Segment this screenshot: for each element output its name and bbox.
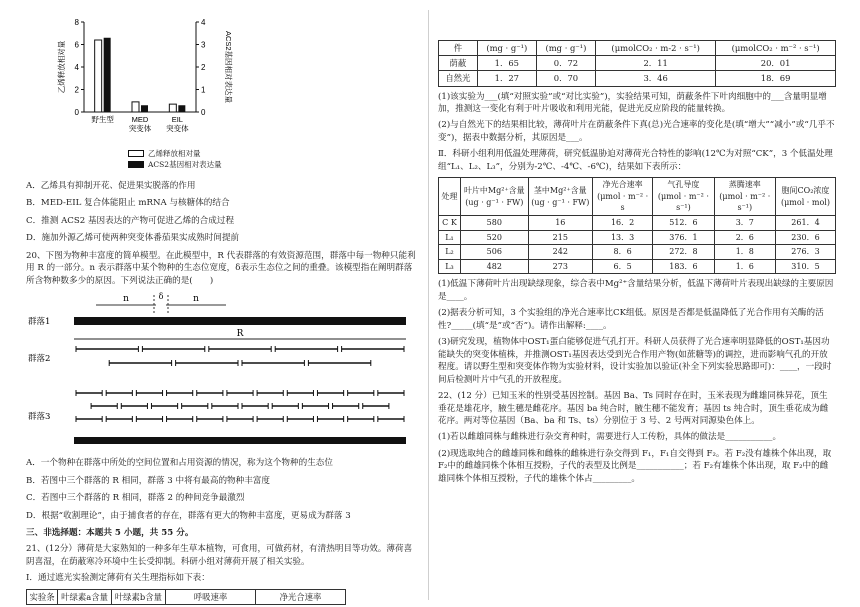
- legend-swatch-black: [128, 161, 144, 168]
- table2-header-cell: 气孔导度 (μmol · m⁻² · s⁻¹): [653, 178, 714, 216]
- table2-header-row: [439, 178, 836, 216]
- legend-label-acs2: ACS2基因相对表达量: [148, 160, 222, 170]
- table2-cell: C K: [439, 216, 461, 231]
- table2-cell: 8．6: [592, 245, 652, 260]
- table2-header-cell: 茎中Mg²⁺含量 (ug · g⁻¹ · FW): [528, 178, 592, 216]
- q19-option-c: C．推测 ACS2 基因表达的产物可促进乙烯的合成过程: [26, 215, 235, 226]
- y-tick-label-left: 0: [74, 108, 79, 117]
- community-1-label: 群落1: [28, 317, 51, 328]
- table2-cell: L₂: [439, 245, 461, 260]
- q21-II-sub2: (2)据表分析可知，3 个实验组的净光合速率比CK组低。原因是否都是低温降低了光合作用有关酶的活性?_____(填“是”或“否”)。请作出解释:____。: [438, 308, 824, 331]
- table1-header-cell: 叶绿素b含量: [111, 589, 165, 604]
- table1-cell: (mg · g⁻¹): [477, 41, 536, 56]
- table1-cell: 18．69: [716, 71, 836, 86]
- q19-option-b: B．MED-EIL 复合体能阻止 mRNA 与核糖体的结合: [26, 198, 230, 209]
- q20-option-b: B．若图中三个群落的 R 相同，群落 3 中将有最高的物种丰富度: [26, 475, 271, 486]
- q21-sub1: (1)该实验为___(填“对照实验”或“对比实验”)，实验结果可知，荫蔽条件下叶肉细胞中的___含量明显增加，推测这一变化有利于叶片吸收和利用光能，促进光反应阶段的能量转换。: [438, 91, 827, 115]
- y-tick-label-right: 1: [201, 85, 206, 95]
- delta-label: δ: [158, 292, 164, 302]
- table1-row: [439, 71, 836, 86]
- n-label: n: [123, 294, 129, 305]
- table1-header-row: [27, 589, 346, 604]
- table2-header-cell: 蒸腾速率 (μmol · m⁻² · s⁻¹): [714, 178, 775, 216]
- y-tick-label-right: 4: [201, 18, 206, 27]
- table2-cell: 16: [528, 216, 592, 231]
- table2-row: [439, 259, 836, 274]
- table2-low-temperature: [438, 177, 836, 274]
- table2-cell: 215: [528, 230, 592, 245]
- community-3-bar: [74, 437, 406, 444]
- table2-cell: L₃: [439, 259, 461, 274]
- table1-cell: 0．70: [536, 71, 595, 86]
- table2-cell: L₁: [439, 230, 461, 245]
- table1-continued: [438, 40, 836, 87]
- table2-row: [439, 230, 836, 245]
- table1-cell: 1．65: [477, 56, 536, 71]
- y-tick-label-left: 4: [74, 63, 79, 72]
- table2-cell: 1．8: [714, 245, 775, 260]
- table2-cell: 261．4: [775, 216, 835, 231]
- community-3-label: 群落3: [28, 412, 51, 423]
- left-column: [26, 0, 418, 605]
- table1-cell: 1．27: [477, 71, 536, 86]
- community-model-svg: [26, 291, 416, 451]
- q19-option-d: D．施加外源乙烯可使两种突变体番茄果实成熟时间提前: [26, 233, 240, 244]
- x-category-label: 突变体: [166, 124, 189, 133]
- table1-header-cell: 实验条: [27, 589, 58, 604]
- q20-option-a: A．一个物种在群落中所处的空间位置和占用资源的情况，称为这个物种的生态位: [26, 458, 333, 469]
- table2-header-cell: 处理: [439, 178, 461, 216]
- table2-cell: 580: [461, 216, 529, 231]
- x-category-label: 突变体: [128, 124, 152, 133]
- bar-acs2: [178, 105, 185, 112]
- table1-cell: 自然光: [439, 71, 478, 86]
- bar-ethylene: [132, 102, 139, 112]
- q19-option-a: A．乙烯具有抑制开花、促进果实脱落的作用: [26, 181, 196, 191]
- table1-cell: 2．11: [596, 56, 716, 71]
- table2-cell: 183．6: [653, 259, 714, 274]
- table1-header-cell: 净光合速率: [256, 589, 346, 604]
- table2-cell: 16．2: [592, 216, 652, 231]
- y-tick-label-right: 2: [201, 63, 206, 72]
- q22-sub1: (1)若以雌雄同株与雌株进行杂交育种时，需要进行人工传粉，具体的做法是___________。: [438, 432, 782, 443]
- table1-cell: (mg · g⁻¹): [536, 41, 595, 56]
- table1-cont-header-row: [439, 41, 836, 56]
- q21-II-sub3: (3)研究发现，植物体中OST₁蛋白能够促进气孔打开。科研人员获得了光合速率明显降低的OST₁基因功能缺失的突变体植株，并推测OST₁基因表达受到光合作用产物(如蔗糖等)的调控，进而影响气孔的开放程度。请以野生型和突变体作物为实验材料，设计实验加以验证(补全下列实验思路即可)：____，一段时间后检测叶片中气孔的开放程度。: [438, 337, 832, 385]
- n-label-2: n: [193, 294, 199, 305]
- bar-chart-svg: [36, 4, 286, 144]
- table1-cell: 20．01: [716, 56, 836, 71]
- table2-cell: 2．6: [714, 230, 775, 245]
- q20-option-c: C．若图中三个群落的 R 相同，群落 2 的种间竞争最激烈: [26, 493, 245, 504]
- x-category-label: EIL: [171, 115, 183, 124]
- q20-stem: 20、下图为物种丰富度的简单模型。在此模型中，R 代表群落的有效资源范围，群落中每一物种只能利用 R 的一部分。n 表示群落中某个物种的生态位宽度，δ表示生态位之间的重叠。该模型指在阐明群落所含物种数多少的原因。下列说法正确的是( ): [26, 250, 416, 286]
- table1-header-cell: 叶绿素a含量: [58, 589, 112, 604]
- table1-header-part: [26, 589, 346, 605]
- q21-stem: 21、(12分）薄荷是大家熟知的一种多年生草本植物，可食用，可做药材，有清热明目等功效。薄荷喜阴喜湿，在荫蔽寒冷环境中生长受抑制。科研小组对薄荷开展了相关实验。: [26, 544, 413, 567]
- q21-part1-intro: Ⅰ．通过遮光实验测定薄荷有关生理指标如下表：: [26, 573, 210, 584]
- table2-header-cell: 胞间CO₂浓度 (μmol · mol): [775, 178, 835, 216]
- bar-acs2: [141, 105, 148, 112]
- y-tick-label-right: 3: [201, 40, 206, 50]
- table1-cell: 荫蔽: [439, 56, 478, 71]
- table2-cell: 273: [528, 259, 592, 274]
- bar-acs2: [104, 38, 111, 112]
- table1-cell: (μmolCO₂ · m⁻² · s⁻¹): [716, 41, 836, 56]
- table2-cell: 376．1: [653, 230, 714, 245]
- legend-item-ethylene: [128, 148, 286, 159]
- table2-cell: 1．6: [714, 259, 775, 274]
- R-label: R: [236, 329, 244, 340]
- y-tick-label-right: 0: [201, 108, 206, 117]
- table1-header-cell: 呼吸速率: [166, 589, 256, 604]
- y-axis-label-left: 乙烯释放相对量: [57, 40, 66, 94]
- table1-cell: 3．46: [596, 71, 716, 86]
- y-tick-label-left: 6: [74, 40, 79, 50]
- table2-cell: 230．6: [775, 230, 835, 245]
- legend-swatch-white: [128, 150, 144, 157]
- q20-option-d: D．根据“收割理论”，由于捕食者的存在，群落有更大的物种丰富度，更易成为群落 3: [26, 510, 351, 521]
- q21-part2-intro: Ⅱ．科研小组利用低温处理薄荷，研究低温胁迫对薄荷光合特性的影响(12℃为对照“CK”，3 个低温处理组“L₁、L₂、L₃”，分别为-2℃、-4℃、-6℃)，结果如下表所示：: [438, 149, 833, 172]
- table2-cell: 6．5: [592, 259, 652, 274]
- table2-row: [439, 245, 836, 260]
- right-column: [438, 40, 836, 489]
- table2-header-cell: 净光合速率 (μmol · m⁻² · s: [592, 178, 652, 216]
- table2-cell: 520: [461, 230, 529, 245]
- q22-sub2: (2)现选取纯合的雌雄同株和雌株的雌株进行杂交得到 F₁，F₁自交得到 F₂。若 F₂没有雄株个体出现，取 F₂中的雌雄同株个体相互授粉，子代的表型及比例是___________；若 F₂有雄株个体出现，取 F₂中的雌雄同株个体相互授粉，子代的雄株个体占_________。: [438, 448, 832, 484]
- table2-cell: 272．8: [653, 245, 714, 260]
- q21-II-sub1: (1)低温下薄荷叶片出现缺绿现象，综合表中Mg²⁺含量结果分析，低温下薄荷叶片表现出缺绿的主要原因是____。: [438, 279, 834, 302]
- column-divider: [428, 10, 429, 600]
- table1-cell: 0．72: [536, 56, 595, 71]
- y-tick-label-left: 2: [74, 85, 79, 95]
- ethylene-bar-chart: [36, 4, 286, 174]
- table2-header-cell: 叶片中Mg²⁺含量 (ug · g⁻¹ · FW): [461, 178, 529, 216]
- bar-ethylene: [169, 104, 176, 112]
- table2-cell: 276．3: [775, 245, 835, 260]
- community-1-bar: [74, 317, 406, 325]
- table2-cell: 13．3: [592, 230, 652, 245]
- table1-cell: (μmolCO₂ · m-2 · s⁻¹): [596, 41, 716, 56]
- table1-row: [439, 56, 836, 71]
- table2-cell: 482: [461, 259, 529, 274]
- table2-cell: 3．7: [714, 216, 775, 231]
- q22-stem: 22、(12 分）已知玉米的性别受基因控制。基因 Ba、Ts 同时存在时，玉米表现为雌雄同株异花，顶生垂花是雄花序，腋生穗是雌花序。基因 ba 纯合时，腋生穗不能发育；基因 ts 纯合时，顶生垂花成为雌花序。两对等位基因（Ba、ba 和 Ts、ts）分别位于 3 号、2 号两对同源染色体上。: [438, 391, 829, 426]
- x-category-label: MED: [131, 115, 149, 124]
- species-richness-model-figure: [26, 291, 416, 451]
- table2-cell: 242: [528, 245, 592, 260]
- table2-row: [439, 216, 836, 231]
- table1-cell: 件: [439, 41, 478, 56]
- q21-sub2: (2)与自然光下的结果相比较，薄荷叶片在荫蔽条件下真(总)光合速率的变化是(填“增大”“减小”或“几乎不变”)，据表中数据分析，其原因是___。: [438, 120, 835, 143]
- y-tick-label-left: 8: [74, 18, 79, 27]
- x-category-label: 野生型: [91, 115, 114, 124]
- community-2-label: 群落2: [28, 354, 51, 365]
- table2-cell: 310．5: [775, 259, 835, 274]
- table2-cell: 512．6: [653, 216, 714, 231]
- section-3-heading: 三、非选择题：本题共 5 小题，共 55 分。: [26, 527, 194, 538]
- y-axis-label-right: ACS2基因相对表达量: [224, 30, 233, 104]
- legend-label-ethylene: 乙烯释放相对量: [148, 149, 201, 159]
- legend-item-acs2: [128, 159, 286, 170]
- bar-ethylene: [95, 40, 102, 112]
- table2-cell: 506: [461, 245, 529, 260]
